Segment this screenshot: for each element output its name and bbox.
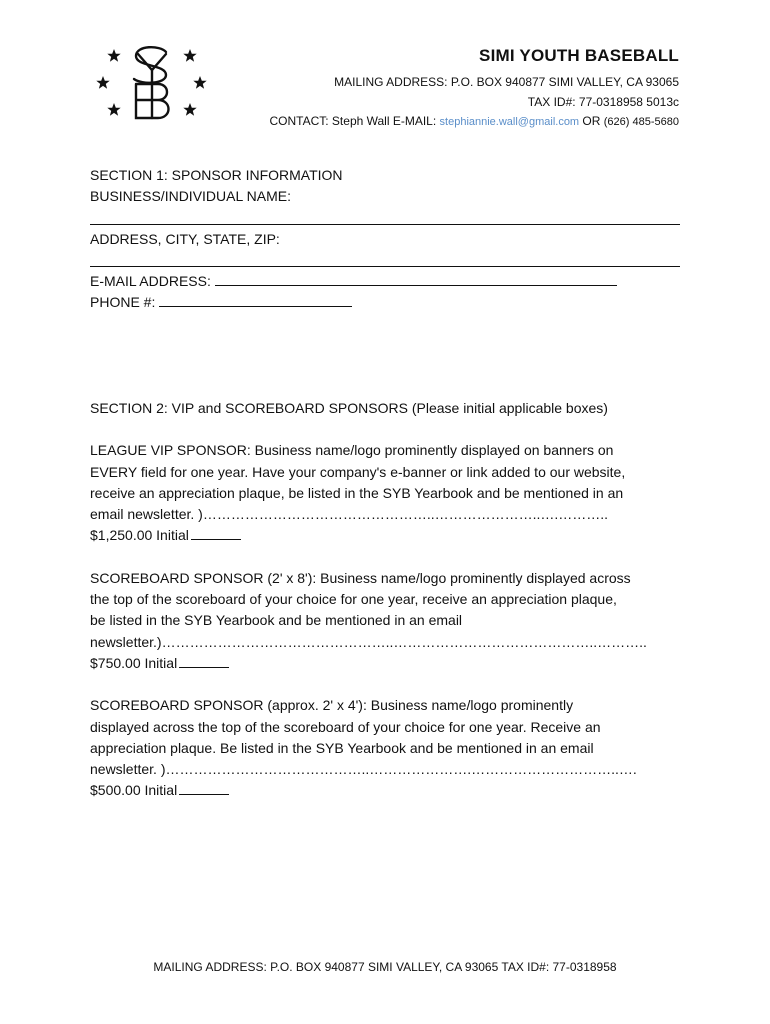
section-sponsor-information: [90, 165, 680, 313]
initial-field[interactable]: [179, 655, 229, 668]
initial-field[interactable]: [191, 527, 241, 540]
footer-address: MAILING ADDRESS: P.O. BOX 940877 SIMI VALLEY, CA 93065 TAX ID#: 77-0318958: [153, 960, 617, 974]
contact-prefix: CONTACT: Steph Wall E-MAIL:: [269, 114, 440, 128]
tier-text-line: appreciation plaque. Be listed in the SYB Yearbook and be mentioned in an email: [90, 739, 594, 756]
syb-logo: [92, 40, 208, 126]
tier-scoreboard-2x4: [90, 695, 680, 801]
phone-row: [90, 292, 680, 313]
tier-league-vip: [90, 440, 680, 546]
tier-text-line: be listed in the SYB Yearbook and be mentioned in an email: [90, 612, 463, 629]
section2-title: SECTION 2: VIP and SCOREBOARD SPONSORS (Please initial applicable boxes): [90, 400, 608, 416]
email-field[interactable]: [215, 273, 617, 286]
tier-price: $500.00 Initial: [90, 782, 178, 799]
address-field[interactable]: [90, 265, 680, 267]
email-row: [90, 271, 680, 292]
contact-or: OR: [579, 114, 604, 128]
mailing-address: MAILING ADDRESS: P.O. BOX 940877 SIMI VALLEY, CA 93065: [334, 75, 679, 89]
tier-price-row: [90, 780, 680, 801]
tier-price-row: [90, 525, 680, 546]
phone-field[interactable]: [159, 294, 352, 307]
initial-field[interactable]: [179, 782, 229, 795]
tier-text-line: newsletter. )……………………………………..………………….…………………………..….: [90, 761, 637, 778]
phone-label: PHONE #:: [90, 294, 156, 311]
letterhead: [269, 46, 679, 133]
org-name: SIMI YOUTH BASEBALL: [479, 46, 679, 65]
tier-text-line: newsletter.)…………………………………………..……………………………………..………..: [90, 633, 647, 650]
email-label: E-MAIL ADDRESS:: [90, 272, 211, 289]
contact-email-link[interactable]: stephiannie.wall@gmail.com: [439, 116, 580, 128]
tier-text-line: receive an appreciation plaque, be listed in the SYB Yearbook and be mentioned in an: [90, 484, 624, 501]
business-name-label: BUSINESS/INDIVIDUAL NAME:: [90, 188, 291, 205]
address-label: ADDRESS, CITY, STATE, ZIP:: [90, 230, 280, 247]
tier-text-line: displayed across the top of the scoreboard of your choice for one year. Receive an: [90, 718, 601, 735]
section1-title: SECTION 1: SPONSOR INFORMATION: [90, 167, 343, 183]
tax-id: TAX ID#: 77-0318958 5013c: [527, 94, 679, 109]
tier-scoreboard-2x8: [90, 568, 680, 674]
syb-logo-graphic: [92, 40, 208, 126]
tier-text-line: SCOREBOARD SPONSOR (approx. 2' x 4'): Business name/logo prominently: [90, 697, 574, 714]
business-name-field[interactable]: [90, 223, 680, 225]
tier-text-line: email newsletter. )…………………………………………..…………………..….………..: [90, 506, 609, 523]
section-vip-scoreboard: [90, 398, 680, 802]
tier-text-line: EVERY field for one year. Have your company's e-banner or link added to our website,: [90, 463, 626, 480]
contact-phone: (626) 485-5680: [603, 116, 679, 128]
contact-line: [269, 112, 679, 133]
tier-price: $750.00 Initial: [90, 654, 178, 671]
tier-text-line: LEAGUE VIP SPONSOR: Business name/logo prominently displayed on banners on: [90, 442, 614, 459]
tier-price-row: [90, 653, 680, 674]
tier-price: $1,250.00 Initial: [90, 527, 189, 544]
tier-text-line: SCOREBOARD SPONSOR (2' x 8'): Business name/logo prominently displayed across: [90, 569, 631, 586]
tier-text-line: the top of the scoreboard of your choice for one year, receive an appreciation plaque,: [90, 591, 617, 608]
